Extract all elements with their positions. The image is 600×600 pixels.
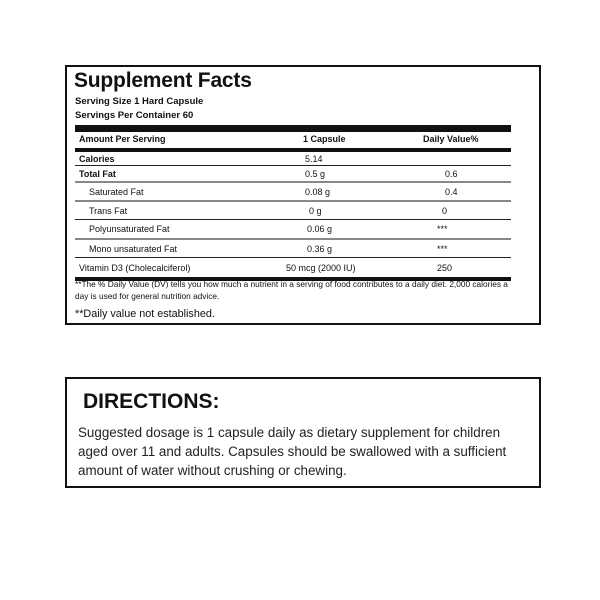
table-row [75,152,511,165]
nutrient-dv: *** [437,224,448,234]
supplement-facts-panel [65,65,541,325]
facts-table [75,125,511,281]
nutrient-name: Polyunsaturated Fat [89,224,170,234]
nutrient-name: Trans Fat [89,205,128,216]
nutrient-name: Saturated Fat [89,186,144,197]
daily-value-footnote: **The % Daily Value (DV) tells you how much a nutrient in a serving of food contributes to a daily diet. 2,000 calories a day is used for general nutrition advice. [75,279,508,301]
nutrient-name: Vitamin D3 (Cholecalciferol) [79,262,191,273]
nutrient-dv: *** [437,243,448,254]
table-row [75,183,511,200]
servings-per-container: Servings Per Container 60 [75,110,194,121]
nutrient-dv: 250 [437,262,453,273]
facts-title: Supplement Facts [74,69,252,92]
table-row [75,240,511,257]
header-amount: Amount Per Serving [79,134,166,144]
nutrient-amount: 0.06 g [307,224,333,234]
header-per-capsule: 1 Capsule [303,134,346,144]
divider-thick [75,125,511,132]
header-daily-value: Daily Value% [423,134,479,144]
nutrient-dv: 0.6 [445,168,458,179]
nutrient-amount: 0 g [309,205,322,216]
nutrient-amount: 5.14 [305,153,323,164]
table-row [75,220,511,238]
directions-title: DIRECTIONS: [83,390,220,413]
table-row [75,202,511,219]
nutrient-name: Total Fat [79,168,116,179]
table-row [75,258,511,277]
nutrient-amount: 50 mcg (2000 IU) [286,262,356,273]
nutrient-amount: 0.36 g [307,243,333,254]
table-row [75,166,511,181]
not-established-footnote: **Daily value not established. [75,308,215,320]
nutrient-amount: 0.08 g [305,186,331,197]
nutrient-name: Calories [79,153,115,164]
table-header [75,132,511,146]
nutrient-amount: 0.5 g [305,168,326,179]
nutrient-name: Mono unsaturated Fat [89,243,178,254]
serving-size: Serving Size 1 Hard Capsule [75,96,204,107]
directions-text: Suggested dosage is 1 capsule daily as dietary supplement for children aged over 11 and adults. Capsules should be swallowed with a sufficient amount of water without crushing or chewing. [78,425,507,478]
nutrient-dv: 0 [442,205,448,216]
nutrient-dv: 0.4 [445,186,458,197]
directions-panel [65,377,541,488]
